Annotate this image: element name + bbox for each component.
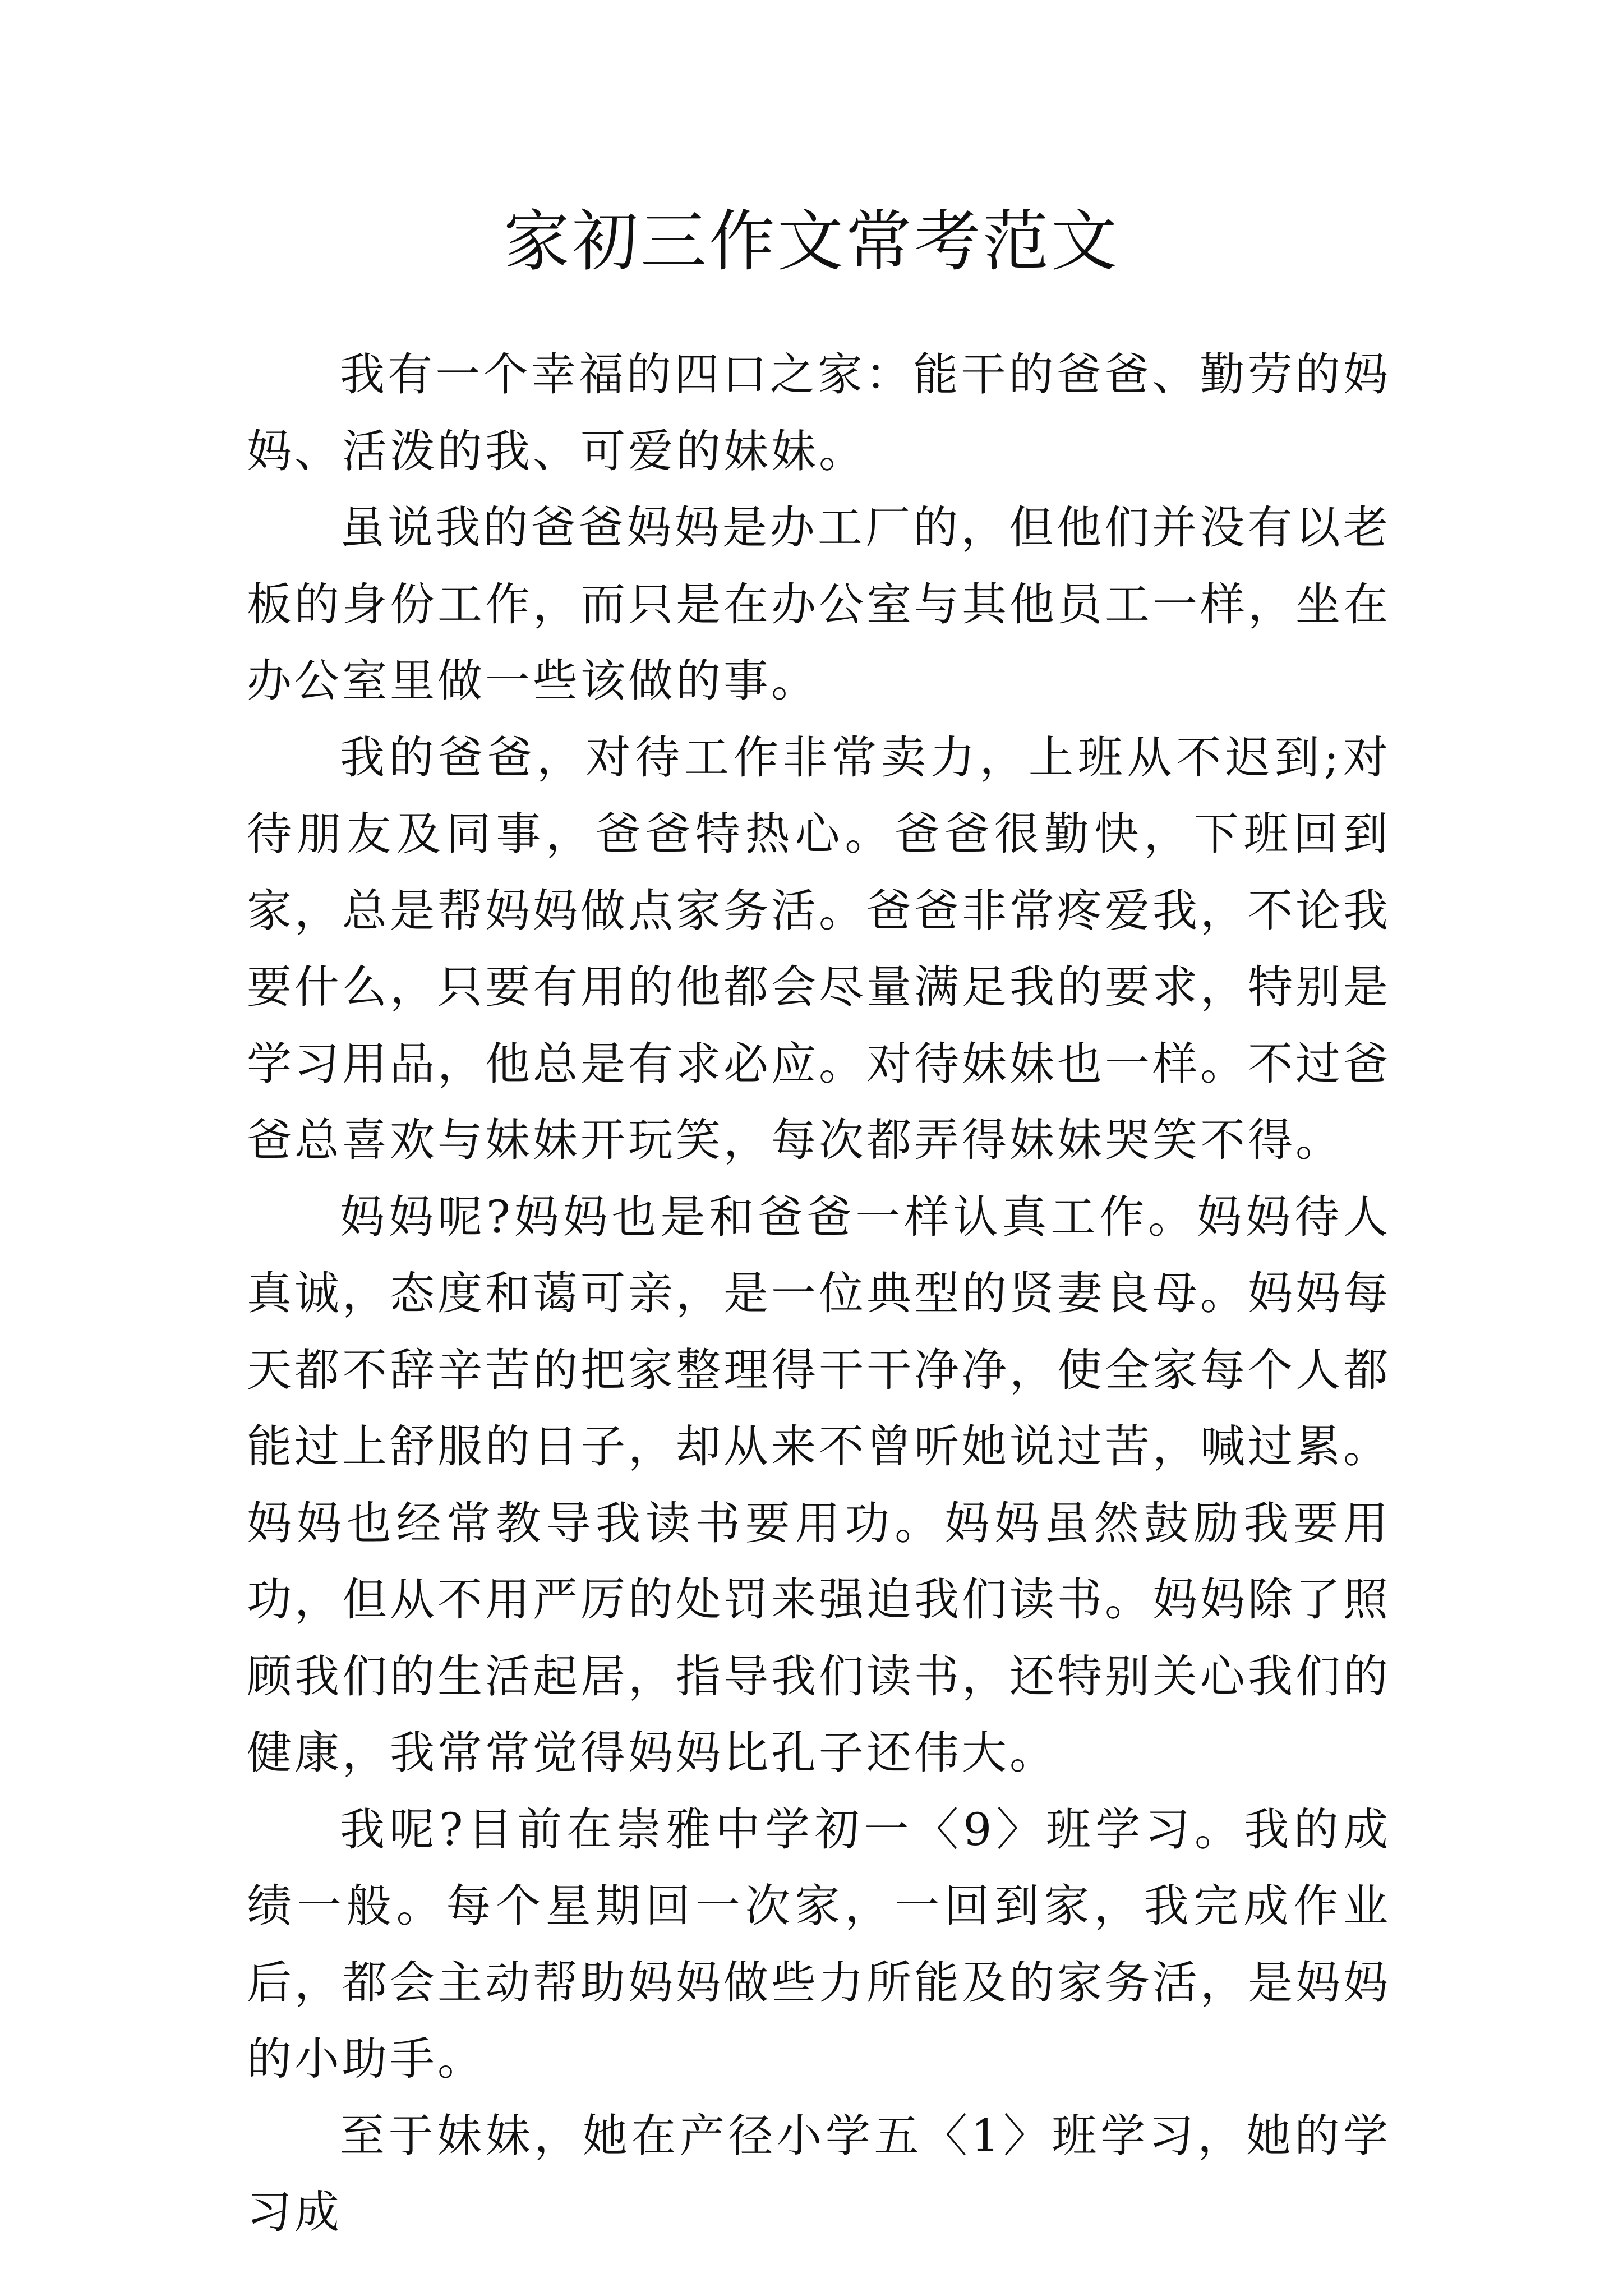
paragraph-mother: 妈妈呢?妈妈也是和爸爸一样认真工作。妈妈待人真诚，态度和蔼可亲，是一位典型的贤妻良母。妈妈每天都不辞辛苦的把家整理得干干净净，使全家每个人都能过上舒服的日子，却从来不曾听她说过苦，喊过累。妈妈也经常教导我读书要用功。妈妈虽然鼓励我要用功，但从不用严厉的处罚来强迫我们读书。妈妈除了照顾我们的生活起居，指导我们读书，还特别关心我们的健康，我常常觉得妈妈比孔子还伟大。 xyxy=(247,1190,1391,1779)
paragraph-father: 我的爸爸，对待工作非常卖力，上班从不迟到;对待朋友及同事，爸爸特热心。爸爸很勤快，下班回到家，总是帮妈妈做点家务活。爸爸非常疼爱我，不论我要什么，只要有用的他都会尽量满足我的要求，特别是学习用品，他总是有求必应。对待妹妹也一样。不过爸爸总喜欢与妹妹开玩笑，每次都弄得妹妹哭笑不得。 xyxy=(247,731,1391,1166)
paragraph-parents-work: 虽说我的爸爸妈妈是办工厂的，但他们并没有以老板的身份工作，而只是在办公室与其他员工一样，坐在办公室里做一些该做的事。 xyxy=(247,501,1391,707)
paragraph-self: 我呢?目前在崇雅中学初一〈9〉班学习。我的成绩一般。每个星期回一次家，一回到家，我完成作业后，都会主动帮助妈妈做些力所能及的家务活，是妈妈的小助手。 xyxy=(247,1803,1391,2085)
paragraph-sister: 至于妹妹，她在产径小学五〈1〉班学习，她的学习成 xyxy=(247,2109,1391,2238)
document-body xyxy=(247,337,1391,2251)
paragraph-family-intro: 我有一个幸福的四口之家：能干的爸爸、勤劳的妈妈、活泼的我、可爱的妹妹。 xyxy=(247,348,1391,477)
document-title: 家初三作文常考范文 xyxy=(503,203,1119,280)
